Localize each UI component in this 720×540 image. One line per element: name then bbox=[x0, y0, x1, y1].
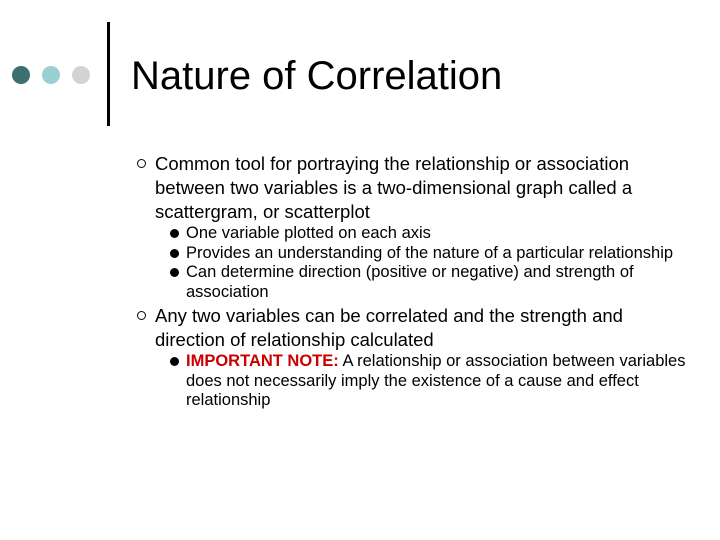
sub-bullet-text: Can determine direction (positive or negative) and strength of association bbox=[186, 263, 634, 301]
decorative-dot-dark bbox=[12, 66, 30, 84]
filled-bullet-icon bbox=[170, 229, 179, 238]
decorative-dot-light bbox=[42, 66, 60, 84]
title-divider bbox=[107, 22, 110, 126]
filled-bullet-icon bbox=[170, 249, 179, 258]
sub-bullet-item bbox=[170, 263, 697, 302]
sub-bullet-item bbox=[170, 244, 697, 264]
important-note-text: A relationship or association between variables does not necessarily imply the existence of a cause and effect relationship bbox=[186, 352, 686, 409]
slide-title: Nature of Correlation bbox=[131, 54, 503, 98]
hollow-bullet-icon bbox=[137, 311, 146, 320]
bullet-text: Any two variables can be correlated and the strength and direction of relationship calculated bbox=[155, 305, 623, 350]
filled-bullet-icon bbox=[170, 268, 179, 277]
bullet-list bbox=[137, 152, 697, 411]
hollow-bullet-icon bbox=[137, 159, 146, 168]
sub-bullet-text: One variable plotted on each axis bbox=[186, 224, 431, 242]
important-note-label: IMPORTANT NOTE: bbox=[186, 352, 339, 370]
decorative-dot-gray bbox=[72, 66, 90, 84]
sub-bullet-text: Provides an understanding of the nature of a particular relationship bbox=[186, 243, 674, 262]
bullet-item bbox=[137, 152, 697, 224]
sub-bullet-item bbox=[170, 352, 697, 411]
bullet-text: Common tool for portraying the relationship or association between two variables is a two-dimensional graph called a scattergram, or scatterplot bbox=[155, 153, 633, 222]
sub-bullet-item bbox=[170, 224, 697, 244]
filled-bullet-icon bbox=[170, 357, 179, 366]
bullet-item bbox=[137, 304, 697, 352]
